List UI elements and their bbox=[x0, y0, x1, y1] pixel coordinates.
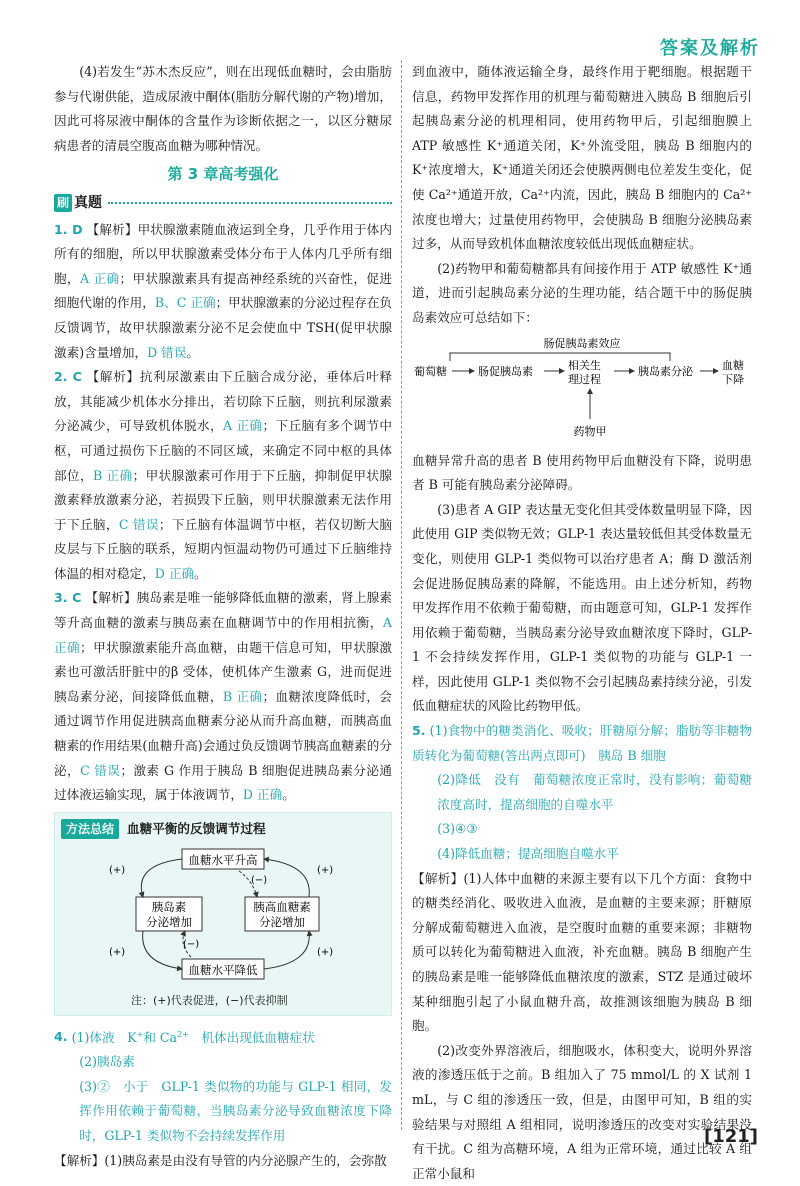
q1-mark: A 正确 bbox=[80, 270, 120, 286]
q5-answer-1: (1)食物中的糖类消化、吸收；肝糖原分解；脂肪等非糖物质转化为葡萄糖(答出两点即可) 胰岛 B 细胞 bbox=[412, 723, 752, 763]
label-blood-sugar-high: 血糖水平升高 bbox=[188, 853, 258, 868]
q5-answer-2: (2)降低 没有 葡萄糖浓度正常时，没有影响；葡萄糖浓度高时，提高细胞的自噬水平 bbox=[437, 772, 752, 812]
chapter-title: 第 3 章高考强化 bbox=[167, 165, 279, 184]
question-5 bbox=[412, 719, 752, 768]
q4-number: 4. bbox=[54, 1029, 68, 1045]
q2-mark: A 正确 bbox=[222, 418, 263, 434]
q5-answer-3: (3)④③ bbox=[437, 821, 478, 837]
left-column bbox=[54, 60, 392, 1173]
method-summary-note: 注：(+)代表促进，(−)代表抑制 bbox=[131, 994, 288, 1008]
q4-answer-1 bbox=[72, 1030, 315, 1045]
flow-node-glucose: 葡萄糖 bbox=[414, 364, 447, 378]
method-summary-header bbox=[61, 817, 385, 842]
q1-mark: D 错误 bbox=[147, 344, 187, 360]
q4-sup-2: 2+ bbox=[177, 1029, 189, 1039]
q4-explanation: 【解析】(1)胰岛素是由没有导管的内分泌腺产生的，会弥散 bbox=[54, 1152, 387, 1168]
page-number-value: 121 bbox=[712, 1126, 750, 1147]
flow-node-insulin: 胰岛素分泌 bbox=[638, 364, 693, 378]
label-minus-2: (−) bbox=[183, 939, 200, 951]
q3-mark: B 正确 bbox=[222, 688, 263, 704]
label-plus-2: (+) bbox=[109, 947, 126, 959]
flow-node-drug: 药物甲 bbox=[573, 424, 607, 438]
q4-answer-1-b: 和 Ca bbox=[143, 1029, 178, 1045]
q3-text: ；血糖浓度降低时，会通过调节作用促进胰高血糖素分泌从而升高血糖，而胰高血糖素的作用结果(血糖升高)会通过负反馈调节胰高血糖素的分泌， bbox=[54, 688, 393, 778]
label-insulin-1: 胰岛素 bbox=[151, 900, 187, 915]
arrow-insulin-to-low bbox=[143, 931, 182, 969]
right-paragraph-2: (2)药物甲和葡萄糖都具有间接作用于 ATP 敏感性 K⁺通道，进而引起胰岛素分泌的生理功能，结合题干中的肠促胰岛素效应可总结如下： bbox=[412, 260, 752, 325]
q1-text: 。 bbox=[186, 344, 199, 360]
flow-node-incretin: 肠促胰岛素 bbox=[478, 364, 533, 378]
method-summary-box bbox=[54, 812, 392, 1017]
flow-node-process-1: 相关生 bbox=[568, 358, 601, 372]
label-glucagon-2: 分泌增加 bbox=[259, 915, 305, 930]
label-plus-4: (+) bbox=[317, 947, 334, 959]
page-number: [121] bbox=[703, 1126, 758, 1147]
column-divider bbox=[401, 60, 402, 1130]
q2-text: 。 bbox=[194, 565, 207, 581]
q3-text: 。 bbox=[282, 787, 295, 803]
q1-text: ；甲状腺激素具有提高神经系统的兴奋性，促进细胞代谢的作用， bbox=[54, 270, 393, 311]
question-2 bbox=[54, 365, 392, 586]
label-glucagon-1: 胰高血糖素 bbox=[253, 900, 311, 915]
q3-mark: C 错误 bbox=[80, 762, 121, 778]
q4-answer-2: (2)胰岛素 bbox=[79, 1054, 135, 1070]
flow-top-bracket bbox=[450, 353, 670, 361]
q3-text: ；激素 G 作用于胰岛 B 细胞促进胰岛素分泌通过体液运输实现，属于体液调节， bbox=[54, 762, 393, 803]
arrow-low-to-glucagon bbox=[264, 931, 309, 969]
q5-answer-4: (4)降低血糖；提高细胞自噬水平 bbox=[437, 846, 619, 862]
right-paragraph-6: (2)改变外界溶液后，细胞吸水，体积变大，说明外界溶液的渗透压低于之前。B 组加入了 75 mmol/L 的 X 试剂 1 mL，与 C 组的渗透压一致，但是，由图甲可知，B 组的实验结果与对照组 A 组相同，说明渗透压的改变对实验结果没有干扰。C 组为高糖环境，A 组为正常环境，通过比较 A 组正常小鼠和 bbox=[412, 1042, 752, 1181]
q2-mark: C 错误 bbox=[118, 516, 159, 532]
q2-text: 【解析】抗利尿激素由下丘脑合成分泌，垂体后叶释放，其能减少机体水分排出，若切除下丘脑，则抗利尿激素分泌减少，可导致机体脱水， bbox=[54, 369, 392, 434]
q2-text: ；下丘脑有体温调节中枢，若仅切断大脑皮层与下丘脑的联系，短期内恒温动物仍可通过下丘脑维持体温的相对稳定， bbox=[54, 516, 393, 581]
dotted-divider bbox=[108, 202, 392, 204]
q2-mark: D 正确 bbox=[154, 565, 195, 581]
q4-answer-1-c: 机体出现低血糖症状 bbox=[188, 1029, 315, 1045]
right-paragraph-3: 血糖异常升高的患者 B 使用药物甲后血糖没有下降，说明患者 B 可能有胰岛素分泌障碍。 bbox=[412, 452, 752, 493]
q2-mark: B 正确 bbox=[92, 467, 133, 483]
q3-mark: A 正确 bbox=[54, 615, 392, 655]
q3-mark: D 正确 bbox=[242, 787, 283, 803]
q3-text: 【解析】胰岛素是唯一能够降低血糖的激素，肾上腺素等升高血糖的激素与胰岛素在血糖调节中的作用相抗衡， bbox=[54, 590, 392, 631]
flow-top-label: 肠促胰岛素效应 bbox=[543, 336, 621, 350]
right-paragraph-1: 到血液中，随体液运输全身，最终作用于靶细胞。根据题干信息，药物甲发挥作用的机理与葡萄糖进入胰岛 B 细胞后引起胰岛素分泌的机理相同，使用药物甲后，引起细胞膜上 ATP 敏感性 K⁺通道关闭，K⁺外流受阻，胰岛 B 细胞内的 K⁺浓度增大，K⁺通道关闭还会使膜两侧电位差发生变化，促使 Ca²⁺通道开放，Ca²⁺内流，因此，胰岛 B 细胞内的 Ca²⁺浓度也增大；过量使用药物甲，会使胰岛 B 细胞分泌胰岛素过多，从而导致机体血糖浓度较低出现低血糖症状。 bbox=[412, 64, 752, 252]
q4-answer-1-a: (1)体液 K bbox=[71, 1029, 137, 1045]
real-question-heading bbox=[54, 191, 392, 216]
real-question-label: 真题 bbox=[74, 194, 102, 211]
right-paragraph-5: 【解析】(1)人体中血糖的来源主要有以下几个方面：食物中的糖类经消化、吸收进入血液，是血糖的主要来源；肝糖原分解成葡萄糖进入血液，是空腹时血糖的重要来源；非糖物质可以转化为葡萄糖进入血液，补充血糖。胰岛 B 细胞产生的胰岛素是唯一能够降低血糖浓度的激素，STZ 是通过破坏某种细胞引起了小鼠血糖升高，故推测该细胞为胰岛 B 细胞。 bbox=[412, 870, 752, 1034]
q1-text: 【解析】甲状腺激素随血液运到全身，几乎作用于体内所有的细胞，所以甲状腺激素受体分布于人体内几乎所有细胞， bbox=[54, 221, 392, 286]
q1-text: ；甲状腺激素的分泌过程存在负反馈调节，故甲状腺激素分泌不足会使血中 TSH(促甲状腺激素)含量增加， bbox=[54, 295, 393, 360]
q1-mark: B、C 正确 bbox=[154, 295, 216, 311]
method-summary-title: 血糖平衡的反馈调节过程 bbox=[127, 820, 266, 836]
q5-number: 5. bbox=[412, 723, 426, 739]
q1-number: 1. D bbox=[54, 221, 83, 237]
flow-node-sugar-1: 血糖 bbox=[722, 358, 744, 372]
label-blood-sugar-low: 血糖水平降低 bbox=[188, 963, 258, 978]
question-3 bbox=[54, 586, 392, 807]
q3-number: 3. C bbox=[54, 590, 82, 606]
label-plus-3: (+) bbox=[317, 865, 334, 877]
label-insulin-2: 分泌增加 bbox=[146, 915, 192, 930]
flow-node-process-2: 理过程 bbox=[568, 372, 601, 386]
label-plus-1: (+) bbox=[109, 865, 126, 877]
q4-sup-1: + bbox=[136, 1029, 144, 1039]
right-paragraph-4: (3)患者 A GIP 表达量无变化但其受体数量明显下降，因此使用 GIP 类似物无效；GLP-1 表达量较低但其受体数量无变化，则使用 GLP-1 类似物可以治疗患者 A；酶 D 激活剂会促进肠促胰岛素的降解，不能选用。由上述分析知，药物甲发挥作用不依赖于葡萄糖，而由题意可知，GLP-1 发挥作用依赖于葡萄糖，当胰岛素分泌导致血糖浓度下降时，GLP-1 不会持续发挥作用，GLP-1 类似物的功能与 GLP-1 一样，因此使用 GLP-1 类似物不会引起胰岛素持续分泌，引发低血糖症状的风险比药物甲低。 bbox=[412, 501, 752, 714]
real-question-badge: 刷 bbox=[54, 194, 72, 212]
flow-node-sugar-2: 下降 bbox=[722, 372, 744, 386]
method-summary-badge: 方法总结 bbox=[61, 819, 119, 839]
question-1 bbox=[54, 218, 392, 366]
feedback-diagram bbox=[61, 843, 385, 993]
q2-text: ；下丘脑有多个调节中枢，可通过损伤下丘脑的不同区域，来确定不同中枢的具体部位， bbox=[54, 418, 393, 483]
arrow-glucagon-to-high bbox=[264, 859, 309, 897]
q2-number: 2. C bbox=[54, 369, 82, 385]
incretin-flow-diagram bbox=[412, 333, 752, 445]
right-column bbox=[412, 60, 752, 1186]
arrow-high-to-insulin bbox=[141, 859, 182, 897]
question-4 bbox=[54, 1022, 392, 1050]
q2-text: ；甲状腺激素可作用于下丘脑，抑制促甲状腺激素释放激素分泌，若损毁下丘脑，则甲状腺激素无法作用于下丘脑， bbox=[54, 467, 393, 532]
q4-answer-3: (3)② 小于 GLP-1 类似物的功能与 GLP-1 相同，发挥作用依赖于葡萄糖，当胰岛素分泌导致血糖浓度下降时，GLP-1 类似物不会持续发挥作用 bbox=[79, 1078, 392, 1143]
label-minus-1: (−) bbox=[251, 875, 268, 887]
q3-text: ；甲状腺激素能升高血糖，由题干信息可知，甲状腺激素也可激活肝脏中的β 受体，使机体产生激素 G，进而促进胰岛素分泌，间接降低血糖， bbox=[54, 639, 393, 704]
intro-paragraph: (4)若发生“苏木杰反应”，则在出现低血糖时，会由脂肪参与代谢供能，造成尿液中酮体(脂肪分解代谢的产物)增加，因此可将尿液中酮体的含量作为诊断依据之一，以区分糖尿病患者的清晨空腹高血糖为哪种情况。 bbox=[54, 64, 392, 153]
header-title: 答案及解析 bbox=[660, 38, 760, 59]
